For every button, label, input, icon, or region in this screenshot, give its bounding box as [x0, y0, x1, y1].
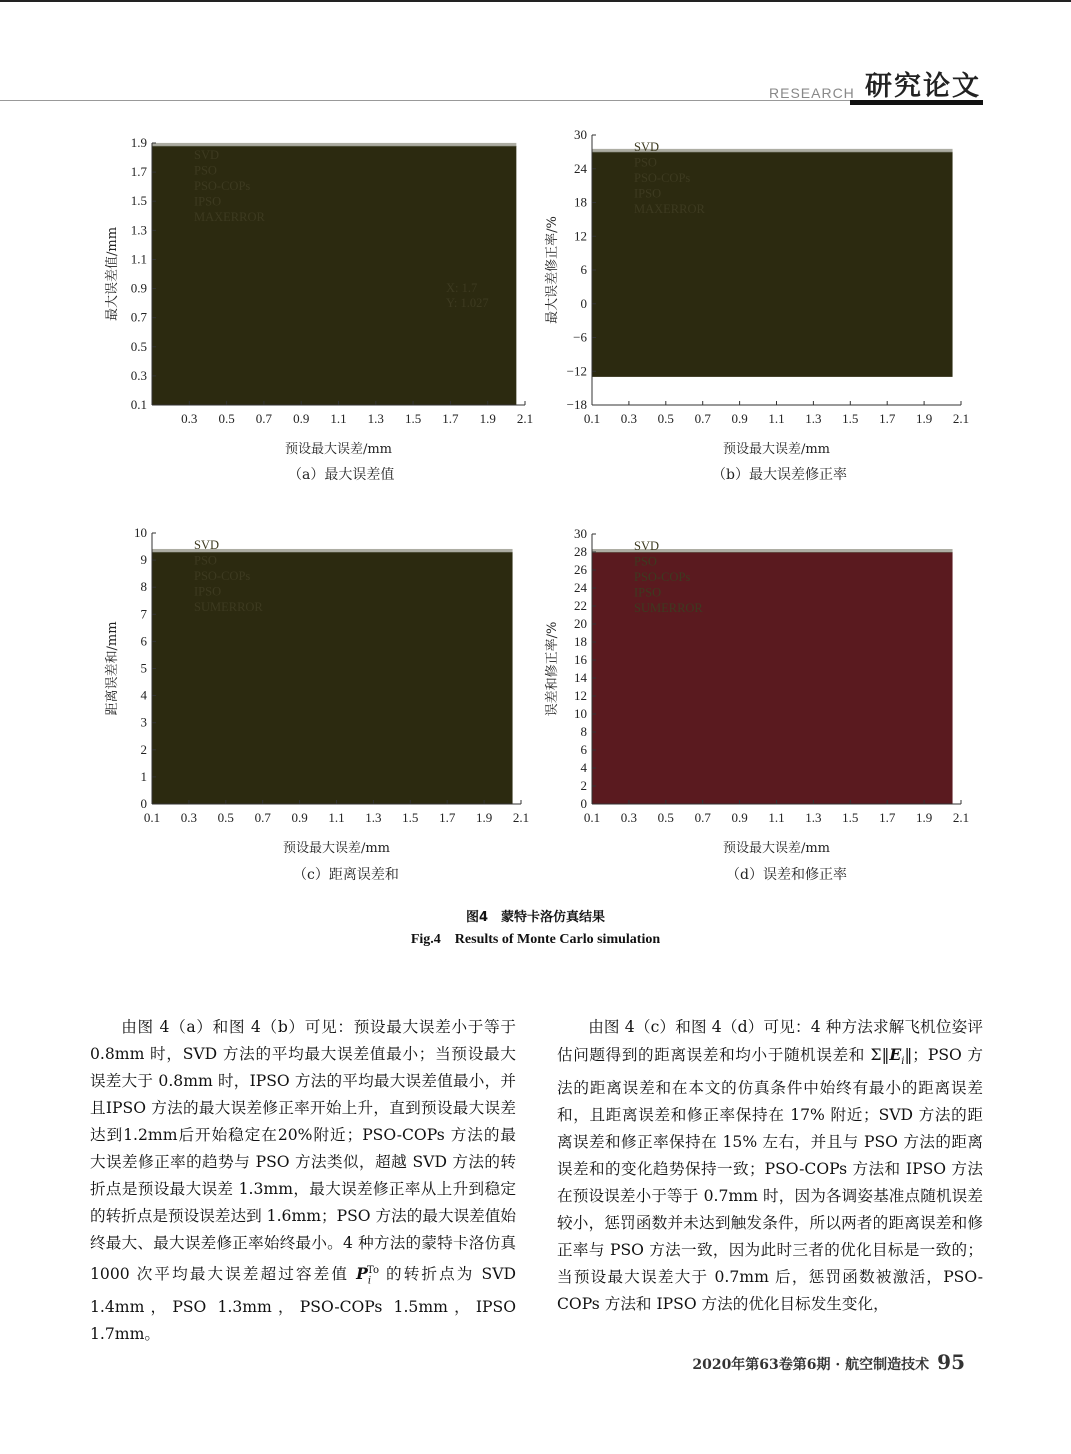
chart-c-ytick-label: 4 — [140, 687, 147, 703]
chart-a-xtick-label: 1.9 — [479, 411, 496, 426]
chart-a-xtick-label: 1.3 — [367, 411, 384, 426]
chart-a-ytick-label: 1.3 — [130, 222, 147, 238]
chart-b-xtick-label: 0.1 — [583, 411, 601, 426]
chart-d-ytick-label: 26 — [574, 562, 587, 577]
chart-d-legend-item: SUMERROR — [634, 601, 703, 615]
subcaption-a: （a）最大误差值 — [288, 467, 395, 483]
chart-a-datatip: Y: 1.027 — [446, 296, 489, 310]
chart-c-xtick-label: 1.3 — [365, 810, 382, 825]
chart-d-legend-item: PSO — [634, 554, 657, 569]
chart-d-xtick-label: 1.3 — [805, 810, 822, 825]
chart-c — [100, 525, 540, 855]
chart-b-y-label: 最大误差修正率/% — [545, 216, 560, 324]
chart-panel-d — [540, 525, 980, 855]
chart-c-xtick-label: 0.7 — [254, 810, 271, 825]
chart-b-xtick-label: 0.7 — [694, 411, 711, 426]
chart-a-legend-item: PSO — [194, 163, 217, 178]
chart-d-ytick-label: 24 — [574, 580, 587, 595]
chart-a-legend-item: PSO-COPs — [194, 179, 251, 193]
chart-c-y-label: 距离误差和/mm — [105, 621, 120, 716]
chart-b-legend-item: PSO — [634, 155, 657, 170]
chart-a-data-edge — [152, 143, 516, 147]
chart-c-xtick-label: 0.1 — [143, 810, 161, 825]
chart-d-ytick-label: 0 — [580, 796, 587, 811]
math-sub-i-2: i — [901, 1056, 905, 1068]
chart-b-xtick-label: 2.1 — [952, 411, 970, 426]
page-number: 95 — [937, 1350, 965, 1374]
body-left-column — [90, 1014, 516, 1348]
chart-a-ytick-label: 1.9 — [130, 135, 147, 150]
chart-c-ytick-label: 0 — [140, 796, 147, 811]
chart-c-xtick-label: 1.7 — [439, 810, 456, 825]
figure-caption-en: Fig.4 Results of Monte Carlo simulation — [410, 932, 661, 947]
subcaption-c: （c）距离误差和 — [293, 867, 399, 883]
chart-b-xtick-label: 1.1 — [768, 411, 785, 426]
chart-d-xtick-label: 0.3 — [620, 810, 638, 825]
chart-b-legend-item: PSO-COPs — [634, 171, 691, 185]
chart-d-xtick-label: 2.1 — [952, 810, 970, 825]
chart-a-xtick-label: 1.7 — [442, 411, 459, 426]
chart-d-ytick-label: 18 — [574, 634, 587, 649]
chart-d-ytick-label: 30 — [574, 526, 587, 541]
chart-a-legend-item: SVD — [194, 148, 220, 162]
subcaption-b: （b）最大误差修正率 — [712, 467, 847, 483]
chart-a-xtick-label: 0.7 — [255, 411, 273, 426]
chart-c-ytick-label: 3 — [140, 714, 147, 730]
chart-b-ytick-label: 18 — [574, 194, 587, 210]
chart-d-xtick-label: 1.7 — [879, 810, 896, 825]
chart-c-legend-item: PSO-COPs — [194, 569, 251, 583]
chart-d-ytick-label: 2 — [580, 778, 587, 793]
body-text-right-b: ‖；PSO 方法的距离误差和在本文的仿真条件中始终有最小的距离误差和，且距离误差和修正率保持在 17% 附近；SVD 方法的距离误差和修正率保持在 15% 左右，并且与 PSO 方法的距离误差和的变化趋势保持一致；PSO-COPs 方法和 IPSO 方法在预设误差小于等于 0.7mm 时，因为各调姿基准点随机误差较小，惩罚函数并未达到触发条件，所以两者的距离误差和修正率与 PSO 方法一致，因为此时三者的优化目标是一致的；当预设最大误差大于 0.7mm 后，惩罚函数被激活，PSO-COPs 方法和 IPSO 方法的优化目标发生变化， — [557, 1046, 984, 1314]
chart-panel-c — [100, 525, 540, 855]
header-section-title: 研究论文 — [865, 71, 981, 102]
body-paragraph-right — [557, 1014, 983, 1318]
chart-a-xtick-label: 0.5 — [218, 411, 235, 426]
chart-a-ytick-label: 1.5 — [130, 193, 147, 209]
header-rule — [0, 100, 850, 101]
chart-c-xtick-label: 1.9 — [475, 810, 493, 825]
chart-a-ytick-label: 0.5 — [130, 338, 147, 354]
chart-b-xtick-label: 1.7 — [879, 411, 896, 426]
top-border — [0, 0, 1071, 2]
chart-d-ytick-label: 22 — [574, 598, 587, 613]
chart-c-ytick-label: 6 — [140, 633, 147, 649]
chart-d-ytick-label: 28 — [574, 544, 587, 559]
chart-d-legend-item: SVD — [634, 539, 660, 553]
chart-a-ytick-label: 1.7 — [130, 164, 147, 180]
chart-c-legend-item: SVD — [194, 538, 220, 552]
chart-d-ytick-label: 14 — [574, 670, 587, 685]
math-symbol-p: P — [356, 1264, 368, 1284]
chart-c-ytick-label: 2 — [140, 741, 147, 757]
chart-d-ytick-label: 16 — [574, 652, 587, 667]
body-right-column — [557, 1014, 983, 1318]
chart-a-xtick-label: 0.9 — [293, 411, 310, 426]
body-text-left-a: 由图 4（a）和图 4（b）可见：预设最大误差小于等于 0.8mm 时，SVD 方法的平均最大误差值最小；当预设最大误差大于 0.8mm 时，IPSO 方法的平均最大误差值最小，并且IPSO 方法的最大误差修正率开始上升，直到预设最大误差达到1.2mm后开始稳定在20%附近；PSO-COPs 方法的最大误差修正率的趋势与 PSO 方法类似，超越 SVD 方法的转折点是预设最大误差 1.3mm，最大误差修正率从上升到稳定的转折点是预设误差达到 1.6mm；PSO 方法的最大误差值始终最大、最大误差修正率始终最小。4 种方法的蒙特卡洛仿真 1000 次平均最大误差超过容差值 — [90, 1018, 516, 1284]
chart-b — [540, 127, 980, 460]
chart-b-xtick-label: 1.5 — [842, 411, 859, 426]
chart-b-xtick-label: 0.9 — [731, 411, 748, 426]
chart-a-ytick-label: 0.9 — [130, 280, 147, 296]
chart-d-xtick-label: 0.1 — [583, 810, 601, 825]
chart-a-ytick-label: 0.1 — [130, 397, 147, 412]
chart-a-legend-item: MAXERROR — [194, 210, 265, 224]
chart-b-x-label: 预设最大误差/mm — [722, 442, 831, 457]
chart-d-xtick-label: 1.9 — [915, 810, 933, 825]
chart-c-ytick-label: 10 — [134, 525, 147, 540]
chart-c-xtick-label: 0.9 — [291, 810, 308, 825]
chart-b-ytick-label: 24 — [574, 160, 587, 176]
chart-b-ytick-label: 30 — [574, 127, 587, 142]
body-text-right-a: 由图 4（c）和图 4（d）可见：4 种方法求解飞机位姿评估问题得到的距离误差和均小于随机误差和 Σ‖ — [557, 1018, 983, 1064]
chart-b-legend-item: MAXERROR — [634, 202, 705, 216]
chart-b-ytick-label: −18 — [566, 397, 587, 412]
chart-a-y-label: 最大误差值/mm — [105, 226, 120, 322]
chart-b-ytick-label: −6 — [573, 329, 587, 345]
chart-b-ytick-label: 12 — [574, 228, 587, 244]
chart-b-legend-item: SVD — [634, 140, 660, 154]
chart-c-xtick-label: 0.5 — [217, 810, 234, 825]
chart-d-ytick-label: 8 — [580, 724, 587, 739]
subcaption-d: （d）误差和修正率 — [726, 867, 847, 883]
math-sup-to: To — [367, 1265, 379, 1276]
body-text-left-b: 的转折点为 SVD 1.4mm，PSO 1.3mm，PSO-COPs 1.5mm，IPSO 1.7mm。 — [90, 1265, 516, 1344]
chart-d-ytick-label: 10 — [574, 706, 587, 721]
chart-a-ytick-label: 0.3 — [130, 367, 147, 383]
chart-d — [540, 525, 980, 855]
chart-c-ytick-label: 8 — [140, 579, 147, 595]
math-sub-i: i — [367, 1275, 372, 1287]
chart-d-xtick-label: 1.5 — [842, 810, 859, 825]
chart-c-ytick-label: 9 — [140, 552, 147, 568]
chart-d-xtick-label: 0.9 — [731, 810, 748, 825]
chart-b-xtick-label: 0.5 — [657, 411, 674, 426]
body-paragraph-left — [90, 1014, 516, 1348]
chart-panel-b — [540, 127, 980, 460]
chart-c-xtick-label: 0.3 — [180, 810, 198, 825]
chart-a-xtick-label: 2.1 — [516, 411, 534, 426]
chart-b-xtick-label: 1.3 — [805, 411, 822, 426]
chart-c-ytick-label: 5 — [140, 660, 147, 676]
chart-c-x-label: 预设最大误差/mm — [282, 841, 391, 856]
chart-d-legend-item: PSO-COPs — [634, 570, 691, 584]
figure-caption-cn: 图4 蒙特卡洛仿真结果 — [465, 910, 606, 925]
chart-b-ytick-label: −12 — [566, 363, 587, 379]
chart-b-legend-item: IPSO — [634, 186, 662, 201]
chart-c-ytick-label: 1 — [140, 768, 147, 784]
chart-b-xtick-label: 0.3 — [620, 411, 638, 426]
chart-a-x-label: 预设最大误差/mm — [284, 442, 393, 457]
chart-b-ytick-label: 6 — [580, 262, 587, 277]
chart-d-xtick-label: 1.1 — [768, 810, 785, 825]
chart-a-ytick-label: 0.7 — [130, 309, 147, 325]
chart-a-ytick-label: 1.1 — [130, 251, 147, 267]
chart-d-legend-item: IPSO — [634, 585, 662, 600]
math-symbol-e: E — [889, 1045, 902, 1064]
chart-d-xtick-label: 0.7 — [694, 810, 711, 825]
chart-c-xtick-label: 2.1 — [512, 810, 530, 825]
chart-c-legend-item: SUMERROR — [194, 600, 263, 614]
chart-c-legend-item: PSO — [194, 553, 217, 568]
chart-a-legend-item: IPSO — [194, 194, 222, 209]
chart-d-xtick-label: 0.5 — [657, 810, 674, 825]
chart-d-x-label: 预设最大误差/mm — [722, 841, 831, 856]
chart-d-ytick-label: 12 — [574, 688, 587, 703]
chart-c-ytick-label: 7 — [140, 606, 147, 622]
chart-a-xtick-label: 1.5 — [404, 411, 422, 426]
chart-c-legend-item: IPSO — [194, 584, 222, 599]
chart-d-y-label: 误差和修正率/% — [545, 621, 560, 717]
chart-c-xtick-label: 1.1 — [328, 810, 345, 825]
chart-d-ytick-label: 6 — [580, 742, 587, 757]
chart-a — [100, 130, 540, 460]
page-footer — [692, 1350, 965, 1374]
footer-journal: 2020年第63卷第6期 · 航空制造技术 — [692, 1357, 930, 1373]
chart-d-ytick-label: 20 — [574, 616, 587, 631]
chart-a-xtick-label: 1.1 — [330, 411, 347, 426]
header-research-label: RESEARCH — [769, 85, 855, 101]
chart-d-ytick-label: 4 — [580, 760, 587, 775]
chart-b-ytick-label: 0 — [580, 295, 587, 311]
chart-b-xtick-label: 1.9 — [915, 411, 933, 426]
chart-c-xtick-label: 1.5 — [402, 810, 419, 825]
chart-panel-a — [100, 130, 540, 460]
chart-a-xtick-label: 0.3 — [181, 411, 198, 426]
chart-a-datatip: X: 1.7 — [446, 281, 478, 295]
